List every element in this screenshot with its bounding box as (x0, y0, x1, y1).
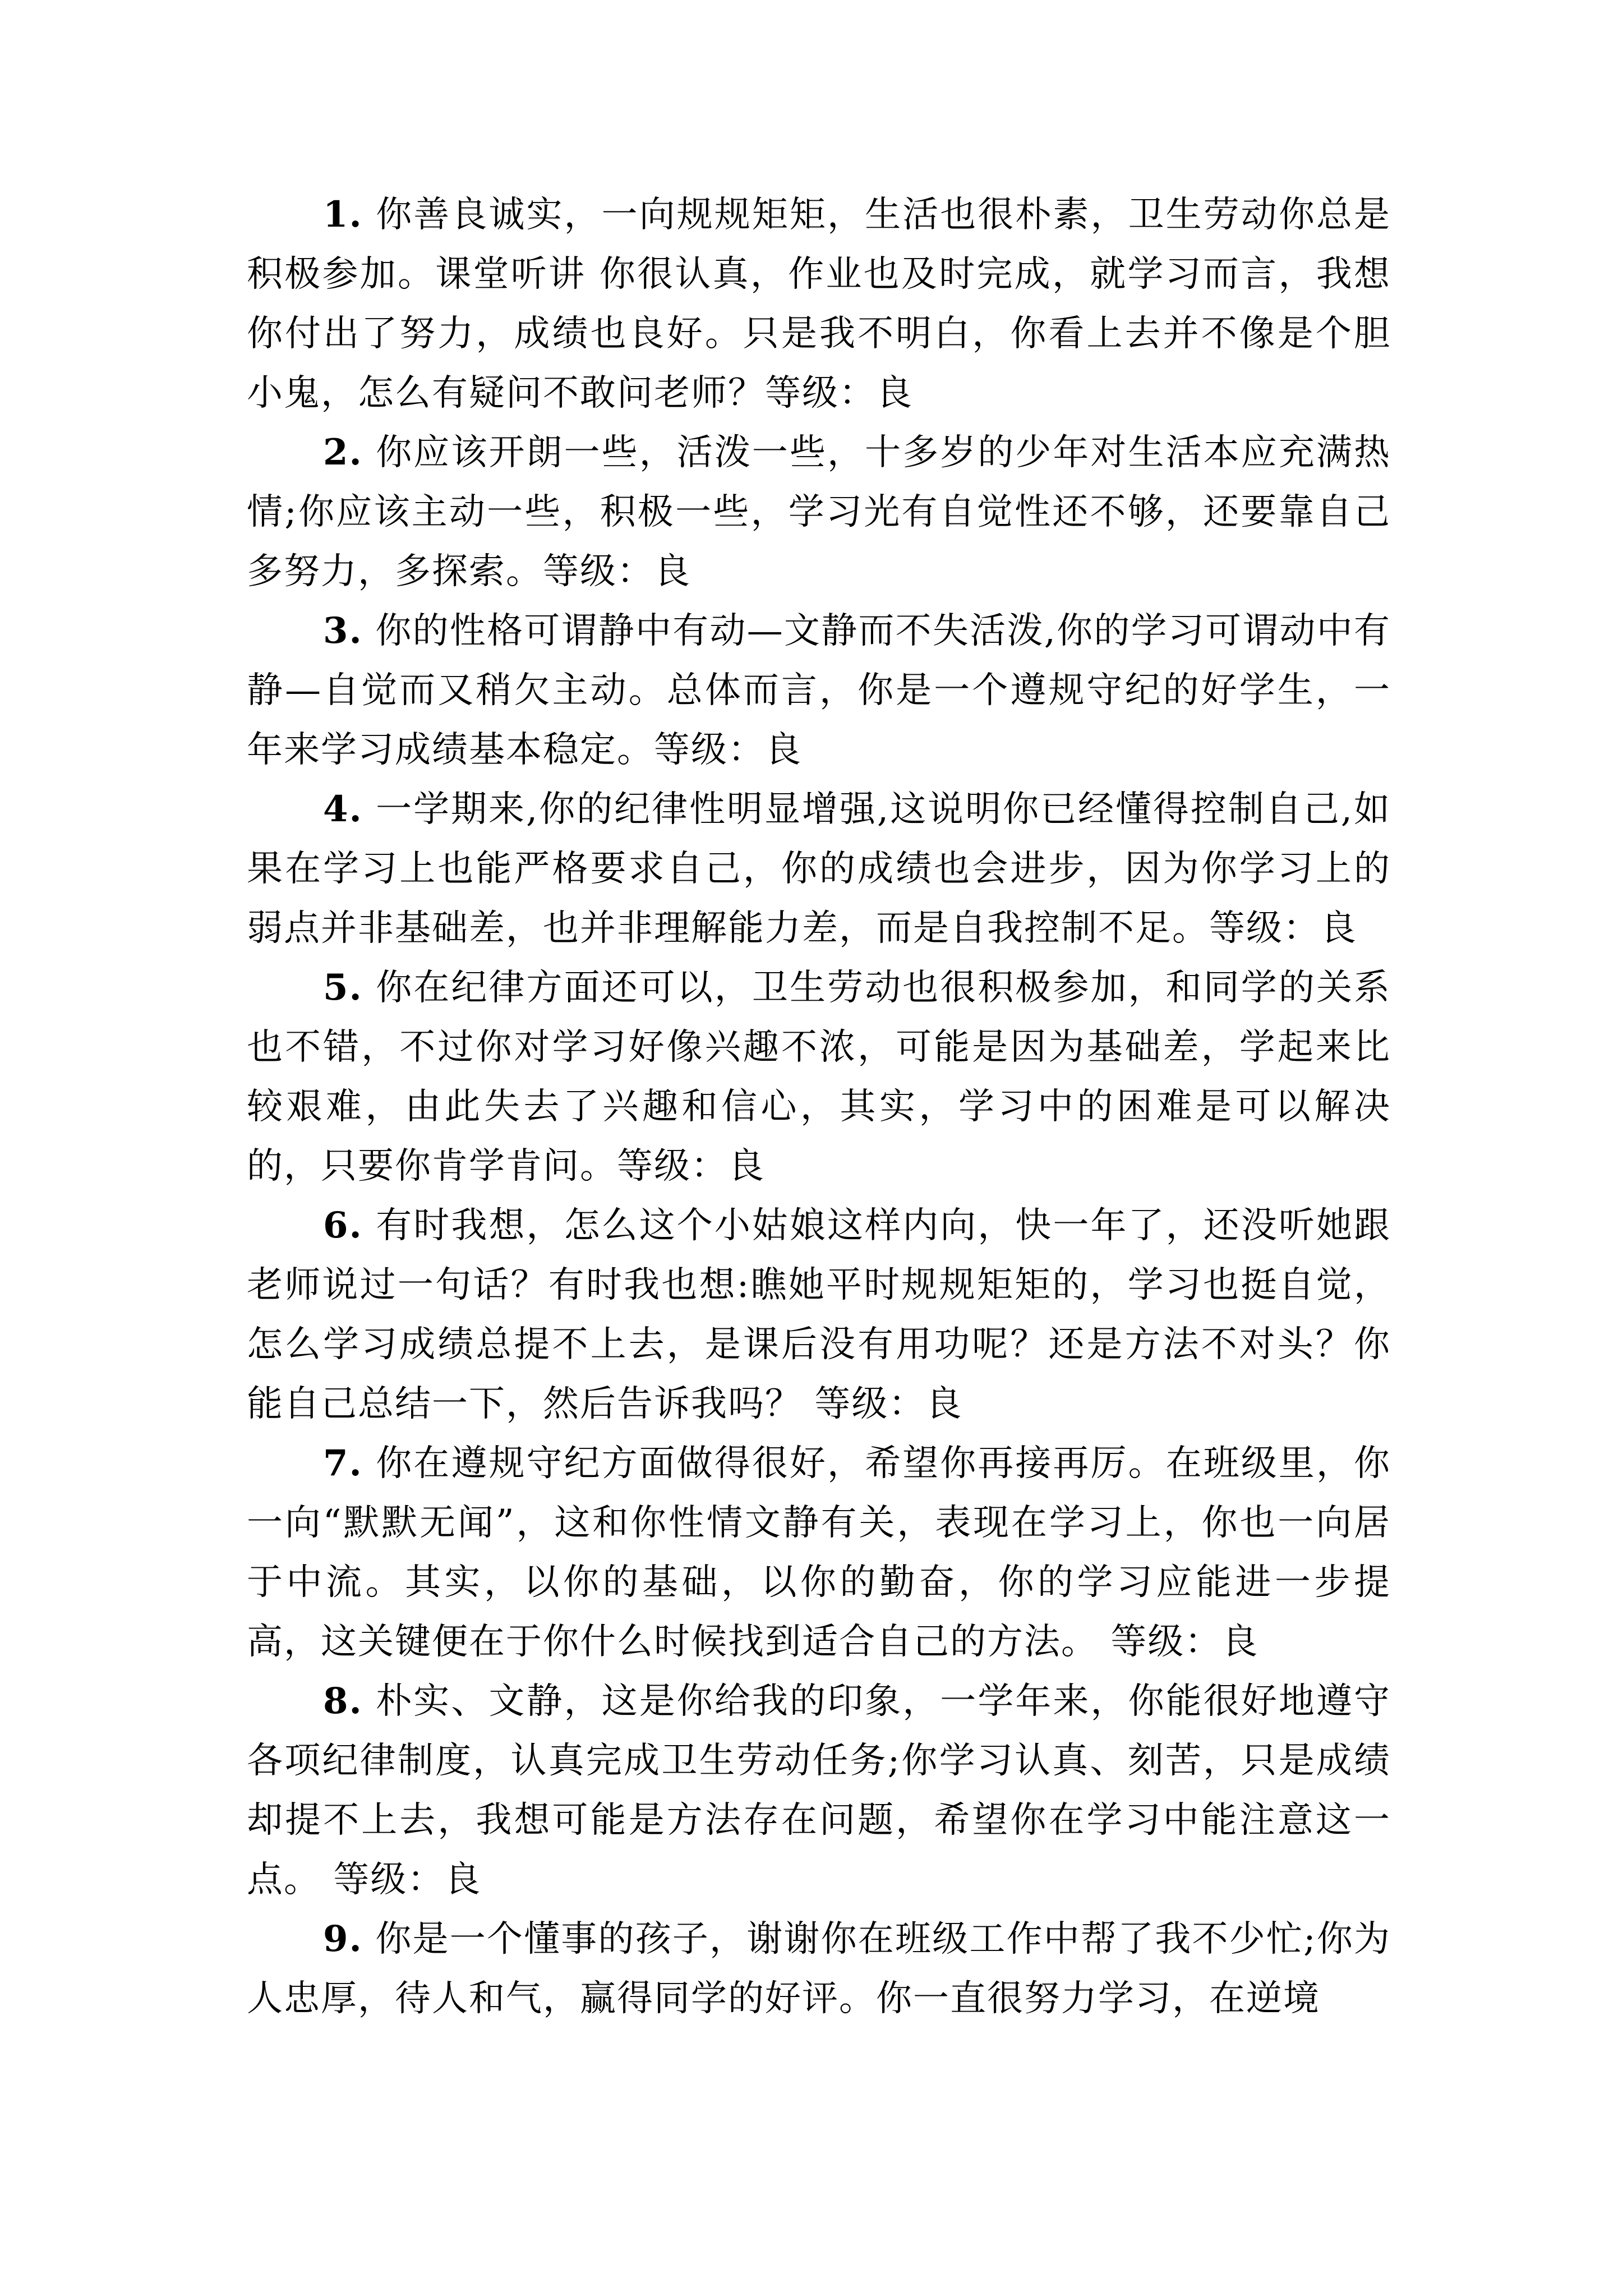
comment-paragraph (247, 423, 1391, 601)
comment-number: 5. (323, 967, 363, 1009)
comment-number: 4. (323, 788, 363, 830)
comment-text: 你善良诚实，一向规规矩矩，生活也很朴素，卫生劳动你总是积极参加。课堂听讲 你很认真，作业也及时完成，就学习而言，我想你付出了努力，成绩也良好。只是我不明白，你看上去并不像是个胆小鬼，怎么有疑问不敢问老师？等级：良 (247, 194, 1391, 414)
comment-paragraph (247, 1434, 1391, 1672)
comment-number: 7. (323, 1442, 363, 1484)
comment-paragraph (247, 1672, 1391, 1910)
comment-text: 你在纪律方面还可以，卫生劳动也很积极参加，和同学的关系也不错，不过你对学习好像兴趣不浓，可能是因为基础差，学起来比较艰难，由此失去了兴趣和信心，其实，学习中的困难是可以解决的，只要你肯学肯问。等级：良 (247, 967, 1391, 1187)
comment-number: 8. (323, 1680, 363, 1722)
comment-text: 你在遵规守纪方面做得很好，希望你再接再厉。在班级里，你一向“默默无闻”，这和你性情文静有关，表现在学习上，你也一向居于中流。其实，以你的基础，以你的勤奋，你的学习应能进一步提高，这关键便在于你什么时候找到适合自己的方法。 等级：良 (247, 1443, 1391, 1663)
comment-paragraph (247, 958, 1391, 1196)
comment-paragraph (247, 185, 1391, 423)
document-page (247, 185, 1391, 2028)
comment-text: 你应该开朗一些，活泼一些，十多岁的少年对生活本应充满热情;你应该主动一些，积极一些，学习光有自觉性还不够，还要靠自己多努力，多探索。等级：良 (247, 432, 1391, 592)
comment-paragraph (247, 1910, 1391, 2028)
comment-number: 3. (323, 610, 363, 652)
comment-number: 6. (323, 1204, 363, 1246)
comment-number: 1. (323, 194, 363, 236)
comment-text: 你的性格可谓静中有动—文静而不失活泼,你的学习可谓动中有静—自觉而又稍欠主动。总体而言，你是一个遵规守纪的好学生，一年来学习成绩基本稳定。等级：良 (247, 610, 1391, 771)
comment-text: 你是一个懂事的孩子，谢谢你在班级工作中帮了我不少忙;你为人忠厚，待人和气，赢得同学的好评。你一直很努力学习，在逆境 (247, 1918, 1391, 2019)
comment-paragraph (247, 601, 1391, 780)
comment-text: 朴实、文静，这是你给我的印象，一学年来，你能很好地遵守各项纪律制度，认真完成卫生劳动任务;你学习认真、刻苦，只是成绩却提不上去，我想可能是方法存在问题，希望你在学习中能注意这一点。 等级：良 (247, 1681, 1391, 1901)
comment-paragraph (247, 1196, 1391, 1434)
comment-paragraph (247, 780, 1391, 958)
comment-text: 一学期来,你的纪律性明显增强,这说明你已经懂得控制自己,如果在学习上也能严格要求自己，你的成绩也会进步，因为你学习上的弱点并非基础差，也并非理解能力差，而是自我控制不足。等级：良 (247, 789, 1391, 949)
comment-text: 有时我想，怎么这个小姑娘这样内向，快一年了，还没听她跟老师说过一句话？有时我也想:瞧她平时规规矩矩的，学习也挺自觉，怎么学习成绩总提不上去，是课后没有用功呢？还是方法不对头？你能自己总结一下，然后告诉我吗？ 等级：良 (247, 1205, 1391, 1425)
comment-number: 9. (323, 1918, 363, 1960)
comment-number: 2. (323, 431, 363, 473)
